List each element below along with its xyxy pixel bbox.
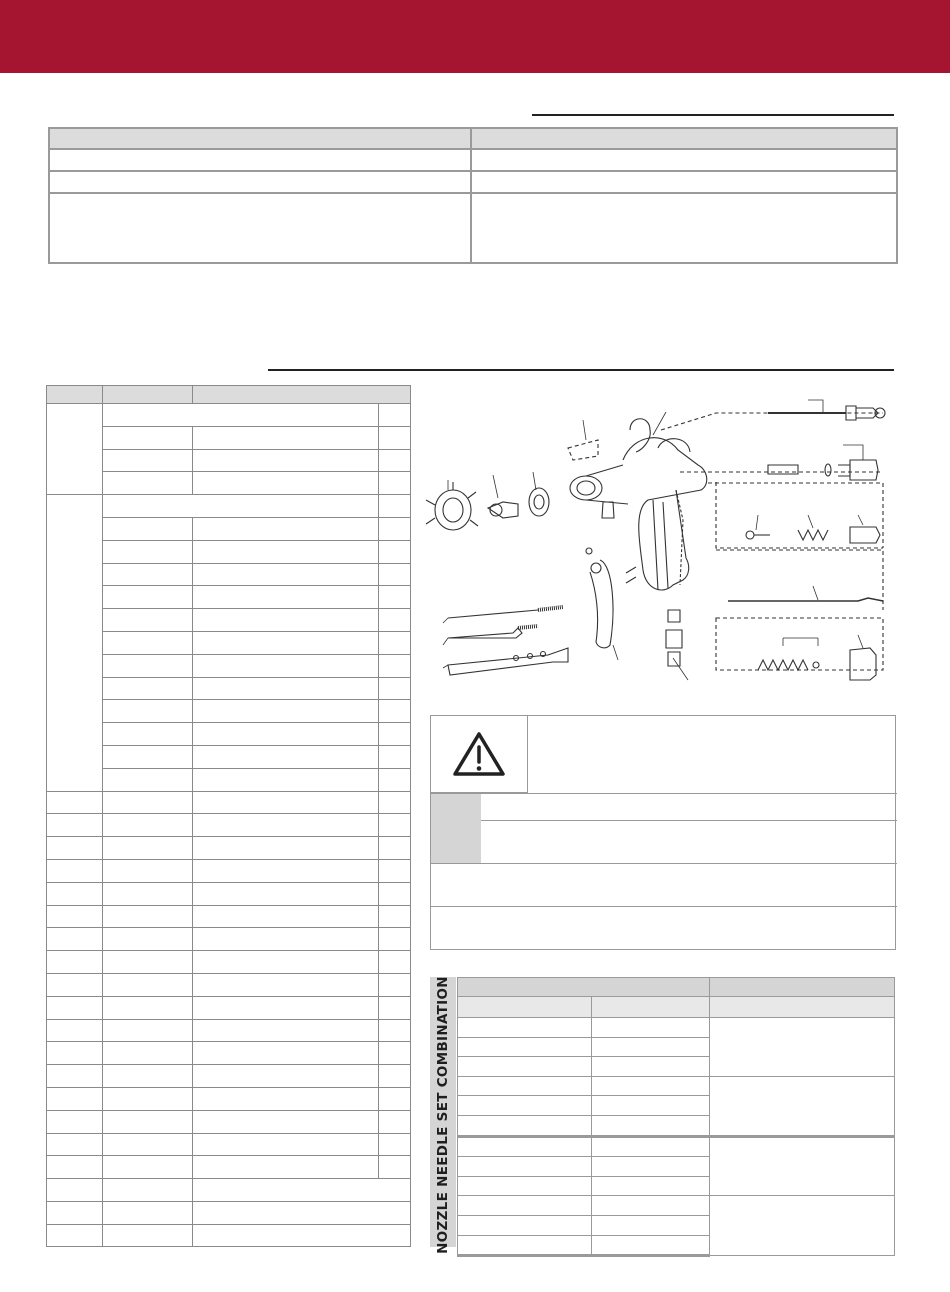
nozzle-group-cell (710, 1136, 895, 1196)
spec-cell (471, 149, 897, 171)
parts-qty-cell (379, 859, 411, 882)
parts-row (47, 905, 411, 928)
parts-cell (103, 540, 193, 563)
nozzle-cell (592, 1115, 710, 1136)
cleaning-tools (448, 607, 568, 675)
parts-cell (103, 1179, 193, 1202)
parts-cell (103, 837, 193, 860)
parts-header-cell (47, 386, 103, 404)
parts-cell (193, 996, 379, 1019)
nozzle-cell (458, 1235, 592, 1256)
parts-qty-cell (379, 677, 411, 700)
warning-divider (431, 906, 897, 907)
parts-qty-cell (379, 495, 411, 518)
parts-cell (193, 814, 379, 837)
parts-cell (103, 905, 193, 928)
nozzle-header-cell (710, 978, 895, 997)
parts-cell (193, 677, 379, 700)
parts-cell (47, 1133, 103, 1156)
spec-row (49, 193, 897, 263)
parts-cell (193, 1201, 411, 1224)
parts-cell (193, 449, 379, 472)
nozzle-group-cell (710, 1076, 895, 1136)
parts-cell (193, 563, 379, 586)
parts-cell (47, 791, 103, 814)
parts-qty-cell (379, 563, 411, 586)
nozzle-header-row (458, 978, 895, 997)
parts-row (47, 951, 411, 974)
parts-cell (103, 996, 193, 1019)
parts-cell (47, 1019, 103, 1042)
parts-cell (103, 791, 193, 814)
parts-cell (47, 837, 103, 860)
parts-cell (193, 631, 379, 654)
parts-qty-cell (379, 814, 411, 837)
parts-qty-cell (379, 768, 411, 791)
parts-qty-cell (379, 404, 411, 427)
section-rule-parts (268, 369, 894, 371)
parts-cell (193, 1133, 379, 1156)
nozzle-header-cell (458, 997, 592, 1018)
warning-divider (481, 820, 897, 821)
parts-row (47, 882, 411, 905)
nozzle-cell (592, 1176, 710, 1196)
spec-cell (49, 149, 471, 171)
nozzle-cell (458, 1076, 592, 1096)
nozzle-cell (458, 1037, 592, 1057)
parts-cell (103, 1065, 193, 1088)
nozzle-cell (592, 1037, 710, 1057)
parts-qty-cell (379, 631, 411, 654)
parts-qty-cell (379, 426, 411, 449)
parts-cell (103, 654, 193, 677)
nozzle-cell (458, 1018, 592, 1038)
parts-cell (103, 973, 193, 996)
parts-qty-cell (379, 723, 411, 746)
parts-qty-cell (379, 449, 411, 472)
parts-cell (47, 1110, 103, 1133)
nozzle-subheader-row (458, 997, 895, 1018)
parts-cell (193, 654, 379, 677)
parts-row (47, 1179, 411, 1202)
parts-qty-cell (379, 1156, 411, 1179)
parts-list-table (46, 385, 411, 1247)
parts-cell (47, 1224, 103, 1247)
parts-cell (193, 882, 379, 905)
parts-qty-cell (379, 1110, 411, 1133)
spring-assembly-upper (746, 527, 880, 543)
parts-qty-cell (379, 882, 411, 905)
spec-cell (49, 171, 471, 193)
nozzle-row (458, 1076, 895, 1096)
parts-cell (193, 426, 379, 449)
parts-cell (193, 1042, 379, 1065)
spec-row (49, 149, 897, 171)
parts-header-row (47, 386, 411, 404)
parts-row (47, 495, 411, 518)
parts-row (47, 837, 411, 860)
parts-qty-cell (379, 472, 411, 495)
nozzle-header-cell (592, 997, 710, 1018)
parts-cell (103, 495, 379, 518)
parts-qty-cell (379, 951, 411, 974)
warning-triangle-icon (452, 730, 506, 778)
nozzle-cell (592, 1235, 710, 1256)
warning-label-cell (431, 794, 481, 863)
air-cap (426, 482, 478, 530)
nozzle-cell (458, 1057, 592, 1077)
trigger (590, 560, 613, 648)
nozzle-group-cell (710, 1018, 895, 1077)
parts-qty-cell (379, 791, 411, 814)
nozzle-cell (592, 1136, 710, 1157)
nozzle-cell (458, 1215, 592, 1235)
nozzle-cell (458, 1176, 592, 1196)
parts-row (47, 814, 411, 837)
parts-cell (193, 1110, 379, 1133)
trigger-pin (626, 567, 636, 583)
fluid-adjust-assembly (768, 460, 878, 480)
parts-row (47, 1087, 411, 1110)
nozzle-row (458, 1136, 895, 1157)
nozzle-cell (592, 1157, 710, 1177)
parts-cell (193, 928, 379, 951)
parts-cell (193, 1156, 379, 1179)
nozzle-cell (592, 1215, 710, 1235)
spec-header-row (49, 128, 897, 149)
nozzle-cell (458, 1136, 592, 1157)
parts-cell (47, 1065, 103, 1088)
section-rule-top (532, 114, 894, 116)
warning-divider (431, 863, 897, 864)
parts-qty-cell (379, 609, 411, 632)
parts-cell (103, 882, 193, 905)
parts-row (47, 404, 411, 427)
air-valve-assembly (666, 610, 682, 666)
specification-table (48, 127, 898, 264)
parts-cell (193, 1019, 379, 1042)
parts-cell (193, 1224, 411, 1247)
parts-cell (47, 1179, 103, 1202)
parts-cell (47, 1156, 103, 1179)
parts-group-cell (47, 404, 103, 495)
parts-cell (193, 1087, 379, 1110)
warning-box (430, 715, 896, 950)
parts-row (47, 996, 411, 1019)
parts-cell (103, 1110, 193, 1133)
nozzle-cell (592, 1057, 710, 1077)
parts-cell (103, 1156, 193, 1179)
parts-cell (193, 905, 379, 928)
parts-cell (47, 973, 103, 996)
parts-row (47, 1133, 411, 1156)
parts-qty-cell (379, 517, 411, 540)
parts-cell (103, 1042, 193, 1065)
parts-cell (103, 426, 193, 449)
parts-cell (103, 609, 193, 632)
parts-qty-cell (379, 1065, 411, 1088)
nozzle-cell (458, 1096, 592, 1116)
parts-header-cell (193, 386, 411, 404)
nozzle-cell (458, 1115, 592, 1136)
parts-qty-cell (379, 996, 411, 1019)
parts-qty-cell (379, 1087, 411, 1110)
parts-cell (47, 859, 103, 882)
nozzle-cell (458, 1157, 592, 1177)
parts-qty-cell (379, 905, 411, 928)
parts-cell (103, 1087, 193, 1110)
parts-cell (103, 1133, 193, 1156)
warning-divider (431, 793, 897, 794)
parts-cell (47, 814, 103, 837)
parts-cell (193, 723, 379, 746)
parts-qty-cell (379, 586, 411, 609)
parts-row (47, 1042, 411, 1065)
parts-qty-cell (379, 1042, 411, 1065)
parts-qty-cell (379, 654, 411, 677)
parts-cell (103, 563, 193, 586)
parts-row (47, 791, 411, 814)
parts-row (47, 973, 411, 996)
spec-cell (49, 128, 471, 149)
parts-cell (193, 951, 379, 974)
parts-cell (103, 1019, 193, 1042)
nozzle-cell (592, 1196, 710, 1216)
parts-row (47, 859, 411, 882)
parts-cell (193, 745, 379, 768)
guide-lines (568, 413, 883, 670)
parts-row (47, 1224, 411, 1247)
nozzle-cell (592, 1018, 710, 1038)
fluid-nozzle (488, 502, 518, 518)
parts-cell (193, 472, 379, 495)
parts-cell (193, 768, 379, 791)
nozzle-cell (592, 1096, 710, 1116)
parts-cell (103, 859, 193, 882)
parts-cell (47, 951, 103, 974)
header-banner (0, 0, 950, 73)
parts-cell (103, 1201, 193, 1224)
parts-qty-cell (379, 973, 411, 996)
parts-cell (193, 1065, 379, 1088)
parts-row (47, 1065, 411, 1088)
parts-cell (103, 814, 193, 837)
parts-qty-cell (379, 837, 411, 860)
nozzle-cell (458, 1196, 592, 1216)
parts-cell (193, 973, 379, 996)
parts-cell (103, 928, 193, 951)
parts-cell (47, 905, 103, 928)
parts-cell (103, 700, 193, 723)
nozzle-header-cell (710, 997, 895, 1018)
parts-cell (47, 882, 103, 905)
parts-row (47, 1201, 411, 1224)
nozzle-side-label: NOZZLE NEEDLE SET COMBINATION (435, 976, 451, 1254)
parts-cell (47, 1201, 103, 1224)
parts-cell (47, 928, 103, 951)
nozzle-row (458, 1018, 895, 1038)
parts-cell (103, 404, 379, 427)
parts-cell (193, 859, 379, 882)
parts-row (47, 928, 411, 951)
nozzle-combination-table (457, 977, 895, 1257)
trigger-stud (586, 548, 592, 554)
spec-row (49, 171, 897, 193)
parts-row (47, 1156, 411, 1179)
parts-cell (193, 586, 379, 609)
needle-assembly (768, 406, 885, 420)
nozzle-row (458, 1196, 895, 1216)
needle (728, 598, 883, 601)
parts-row (47, 1110, 411, 1133)
parts-cell (103, 631, 193, 654)
parts-qty-cell (379, 1019, 411, 1042)
baffle-ring (529, 488, 549, 516)
spring-assembly-lower (758, 648, 876, 680)
parts-cell (103, 677, 193, 700)
parts-qty-cell (379, 700, 411, 723)
gun-body (570, 419, 707, 590)
parts-row (47, 1019, 411, 1042)
parts-cell (193, 1179, 411, 1202)
parts-header-cell (103, 386, 193, 404)
spray-gun-diagram (418, 390, 898, 690)
parts-cell (47, 1042, 103, 1065)
nozzle-cell (592, 1076, 710, 1096)
parts-qty-cell (379, 540, 411, 563)
spec-cell (471, 128, 897, 149)
parts-cell (103, 768, 193, 791)
spec-cell (471, 171, 897, 193)
parts-cell (103, 586, 193, 609)
parts-qty-cell (379, 1133, 411, 1156)
parts-cell (193, 791, 379, 814)
parts-cell (103, 723, 193, 746)
warning-icon-cell (431, 716, 528, 793)
parts-group-cell (47, 495, 103, 791)
parts-cell (103, 745, 193, 768)
parts-cell (103, 517, 193, 540)
parts-cell (103, 472, 193, 495)
parts-cell (193, 609, 379, 632)
nozzle-group-cell (710, 1196, 895, 1256)
parts-cell (193, 700, 379, 723)
nozzle-needle-set-table (430, 976, 894, 1254)
parts-cell (193, 517, 379, 540)
parts-cell (193, 837, 379, 860)
parts-cell (47, 1087, 103, 1110)
nozzle-side-bar (430, 976, 456, 1254)
parts-cell (103, 1224, 193, 1247)
parts-cell (193, 540, 379, 563)
parts-cell (47, 996, 103, 1019)
spec-cell (471, 193, 897, 263)
nozzle-header-cell (458, 978, 710, 997)
parts-cell (103, 951, 193, 974)
parts-qty-cell (379, 745, 411, 768)
parts-qty-cell (379, 928, 411, 951)
spec-cell (49, 193, 471, 263)
parts-cell (103, 449, 193, 472)
